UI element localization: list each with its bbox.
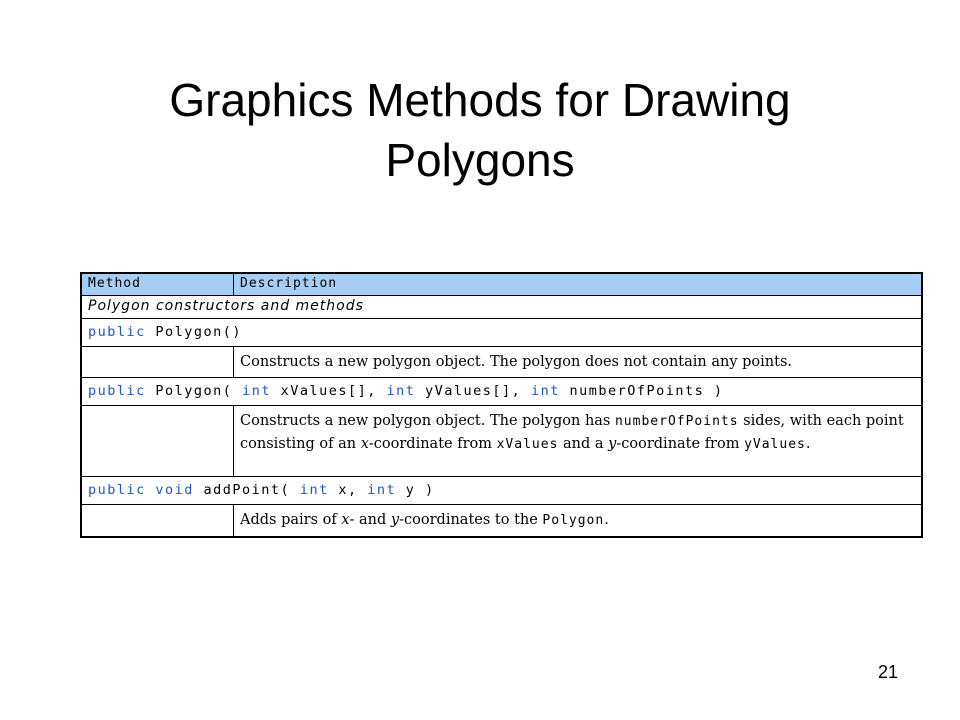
text-segment: y ) <box>396 482 435 498</box>
text-segment: numberOfPoints ) <box>559 383 724 399</box>
text-segment: yValues[], <box>415 383 531 399</box>
text-segment: x, <box>328 482 368 498</box>
empty-cell <box>81 406 234 477</box>
text-segment: sides, with each point consisting of an <box>240 413 904 452</box>
keyword-text: int <box>367 482 397 498</box>
text-segment: Polygon( <box>145 383 243 399</box>
code-text: xValues <box>496 437 559 452</box>
text-segment: x <box>341 512 350 528</box>
header-method: Method <box>81 273 234 296</box>
keyword-text: int <box>242 383 271 399</box>
keyword-text: public <box>88 383 146 399</box>
method-table <box>80 272 923 538</box>
text-segment: . <box>604 512 609 528</box>
text-segment: -coordinate from <box>616 436 745 452</box>
table-row <box>81 319 922 347</box>
text-segment: Constructs a new polygon object. The polygon has <box>240 413 615 429</box>
slide-title-line-2: Polygons <box>385 134 575 186</box>
code-text: numberOfPoints <box>614 414 739 429</box>
method-signature <box>81 319 922 347</box>
keyword-text: public <box>88 324 146 340</box>
text-segment: and a <box>558 436 609 452</box>
method-signature <box>81 477 922 505</box>
keyword-text: int <box>386 383 416 399</box>
table-row <box>81 406 922 477</box>
method-signature <box>81 378 922 406</box>
text-segment: Constructs a new polygon object. The polygon does not contain any points. <box>240 354 792 370</box>
text-segment: y <box>608 436 617 452</box>
text-segment: Polygon() <box>145 324 243 340</box>
table-header-row <box>81 273 922 296</box>
code-text: yValues <box>744 437 806 452</box>
method-description <box>234 505 923 538</box>
text-segment: . <box>805 436 811 452</box>
header-description: Description <box>234 273 923 296</box>
slide-title <box>0 70 960 190</box>
table-section-row <box>81 296 922 319</box>
table-row <box>81 477 922 505</box>
keyword-text: int <box>299 482 329 498</box>
text-segment: -coordinates to the <box>399 512 543 528</box>
text-segment: x <box>360 436 369 452</box>
text-segment: -coordinate from <box>368 436 497 452</box>
keyword-text: public void <box>88 482 194 498</box>
empty-cell <box>81 505 234 538</box>
text-segment: y <box>390 512 400 528</box>
method-description <box>234 347 923 378</box>
table-row <box>81 347 922 378</box>
empty-cell <box>81 347 234 378</box>
text-segment: addPoint( <box>193 482 300 498</box>
section-heading: Polygon constructors and methods <box>81 296 922 319</box>
text-segment: - and <box>349 512 391 528</box>
method-description <box>234 406 923 477</box>
text-segment: xValues[], <box>270 383 387 399</box>
page-number: 21 <box>877 662 898 682</box>
keyword-text: int <box>530 383 560 399</box>
code-text: Polygon <box>542 513 605 528</box>
text-segment: Adds pairs of <box>240 512 342 528</box>
table-row <box>81 378 922 406</box>
table-row <box>81 505 922 538</box>
slide-title-line-1: Graphics Methods for Drawing <box>169 74 791 126</box>
